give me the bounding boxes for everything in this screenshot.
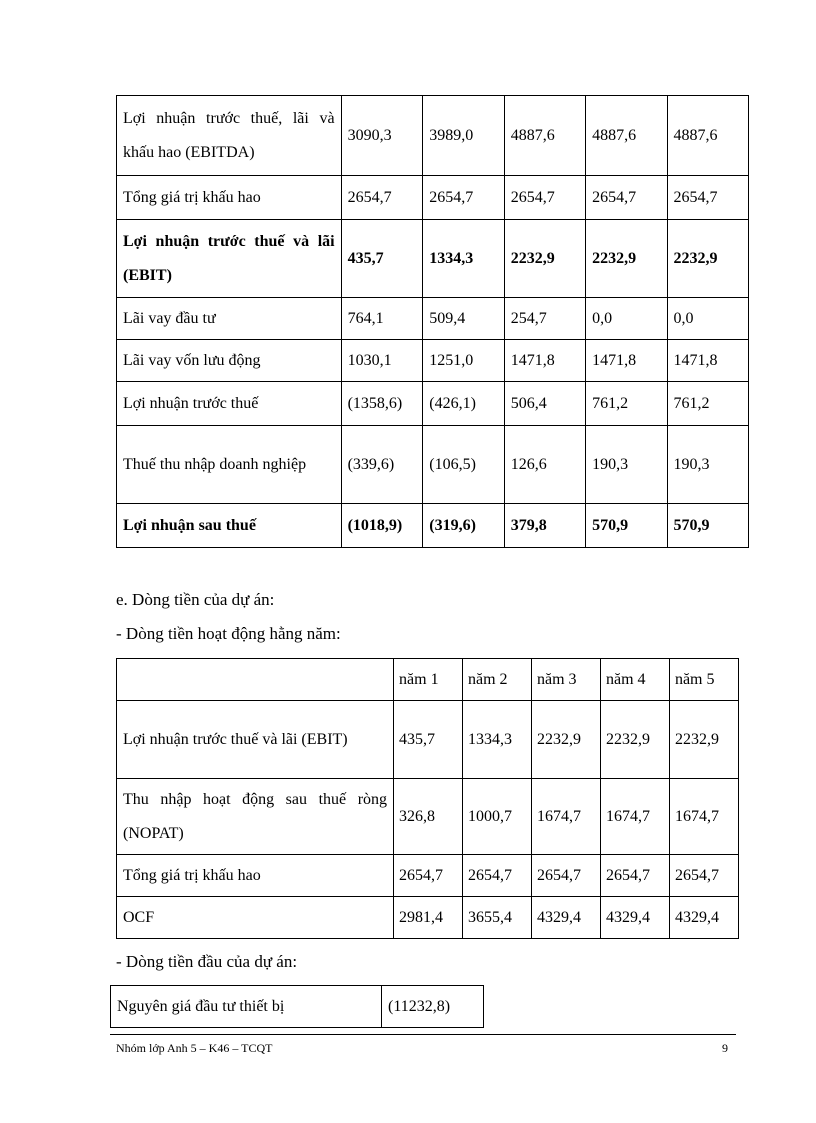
cell: 2654,7 — [531, 855, 600, 897]
table-row — [117, 779, 739, 855]
table-row — [117, 426, 749, 504]
row-label: Tổng giá trị khấu hao — [117, 176, 342, 220]
cell: 2981,4 — [394, 897, 463, 939]
table-row — [117, 897, 739, 939]
table-row — [117, 382, 749, 426]
cell: (11232,8) — [382, 986, 484, 1028]
cell: 0,0 — [667, 298, 748, 340]
cell: 4887,6 — [667, 96, 748, 176]
cell: 764,1 — [341, 298, 423, 340]
cell: 3989,0 — [423, 96, 504, 176]
cell: 3655,4 — [463, 897, 532, 939]
row-label: Lợi nhuận trước thuế và lãi (EBIT) — [117, 701, 394, 779]
cell: 126,6 — [504, 426, 585, 504]
cell: 1334,3 — [463, 701, 532, 779]
cell: 1471,8 — [504, 340, 585, 382]
table-row — [117, 298, 749, 340]
initial-cashflow-table — [110, 985, 484, 1028]
cell: 254,7 — [504, 298, 585, 340]
cell: (339,6) — [341, 426, 423, 504]
cell: 506,4 — [504, 382, 585, 426]
cell: 761,2 — [586, 382, 667, 426]
cell: 1674,7 — [600, 779, 669, 855]
cell: 1471,8 — [586, 340, 667, 382]
footer-divider — [110, 1034, 736, 1035]
cell: 2654,7 — [463, 855, 532, 897]
cell: 0,0 — [586, 298, 667, 340]
column-header: năm 2 — [463, 659, 532, 701]
cell: 2232,9 — [531, 701, 600, 779]
row-label: OCF — [117, 897, 394, 939]
row-label: Tổng giá trị khấu hao — [117, 855, 394, 897]
column-header: năm 5 — [669, 659, 738, 701]
cell: 1674,7 — [669, 779, 738, 855]
table-row — [117, 701, 739, 779]
table-header-row — [117, 659, 739, 701]
row-label: Lãi vay đầu tư — [117, 298, 342, 340]
cell: 2232,9 — [669, 701, 738, 779]
cell: 1674,7 — [531, 779, 600, 855]
table-row — [111, 986, 484, 1028]
cell: 2654,7 — [504, 176, 585, 220]
cell: 570,9 — [667, 504, 748, 548]
cell: 3090,3 — [341, 96, 423, 176]
cell: 2654,7 — [667, 176, 748, 220]
table-row — [117, 96, 749, 176]
cell: 190,3 — [667, 426, 748, 504]
table-row — [117, 340, 749, 382]
cell: 2232,9 — [600, 701, 669, 779]
cell: (106,5) — [423, 426, 504, 504]
cell: 326,8 — [394, 779, 463, 855]
cell: 4329,4 — [669, 897, 738, 939]
cell: 4329,4 — [531, 897, 600, 939]
cell: 509,4 — [423, 298, 504, 340]
cell: 1251,0 — [423, 340, 504, 382]
cell: 761,2 — [667, 382, 748, 426]
cell: (319,6) — [423, 504, 504, 548]
cell: 2654,7 — [423, 176, 504, 220]
page-number: 9 — [722, 1041, 728, 1055]
cell: 2654,7 — [669, 855, 738, 897]
row-label: Thuế thu nhập doanh nghiệp — [117, 426, 342, 504]
cell: 4329,4 — [600, 897, 669, 939]
cell: 4887,6 — [586, 96, 667, 176]
row-label: Lợi nhuận trước thuế và lãi (EBIT) — [117, 220, 342, 298]
cell: 4887,6 — [504, 96, 585, 176]
income-statement-table — [116, 95, 749, 548]
section-e-heading: e. Dòng tiền của dự án: — [116, 590, 275, 609]
initial-cashflow-heading: - Dòng tiền đầu của dự án: — [116, 952, 298, 971]
row-label: Thu nhập hoạt động sau thuế ròng (NOPAT) — [117, 779, 394, 855]
cell: 2654,7 — [600, 855, 669, 897]
operating-cashflow-heading: - Dòng tiền hoạt động hằng năm: — [116, 624, 341, 643]
row-label: Lợi nhuận trước thuế, lãi và khấu hao (EBITDA) — [117, 96, 342, 176]
column-header: năm 3 — [531, 659, 600, 701]
header-empty-cell — [117, 659, 394, 701]
cell: 1030,1 — [341, 340, 423, 382]
row-label: Lợi nhuận trước thuế — [117, 382, 342, 426]
column-header: năm 1 — [394, 659, 463, 701]
cell: (1358,6) — [341, 382, 423, 426]
cell: 379,8 — [504, 504, 585, 548]
cell: 2232,9 — [504, 220, 585, 298]
row-label: Nguyên giá đầu tư thiết bị — [111, 986, 382, 1028]
table-row — [117, 855, 739, 897]
cell: (426,1) — [423, 382, 504, 426]
cell: 570,9 — [586, 504, 667, 548]
cell: 2232,9 — [667, 220, 748, 298]
cell: 435,7 — [341, 220, 423, 298]
table-row — [117, 176, 749, 220]
operating-cashflow-table — [116, 658, 739, 939]
cell: 2654,7 — [341, 176, 423, 220]
cell: 1000,7 — [463, 779, 532, 855]
table-row — [117, 220, 749, 298]
footer-text: Nhóm lớp Anh 5 – K46 – TCQT — [116, 1041, 273, 1055]
cell: (1018,9) — [341, 504, 423, 548]
cell: 190,3 — [586, 426, 667, 504]
cell: 2654,7 — [586, 176, 667, 220]
row-label: Lợi nhuận sau thuế — [117, 504, 342, 548]
column-header: năm 4 — [600, 659, 669, 701]
table-row — [117, 504, 749, 548]
row-label: Lãi vay vốn lưu động — [117, 340, 342, 382]
cell: 2654,7 — [394, 855, 463, 897]
cell: 435,7 — [394, 701, 463, 779]
cell: 1334,3 — [423, 220, 504, 298]
cell: 1471,8 — [667, 340, 748, 382]
cell: 2232,9 — [586, 220, 667, 298]
